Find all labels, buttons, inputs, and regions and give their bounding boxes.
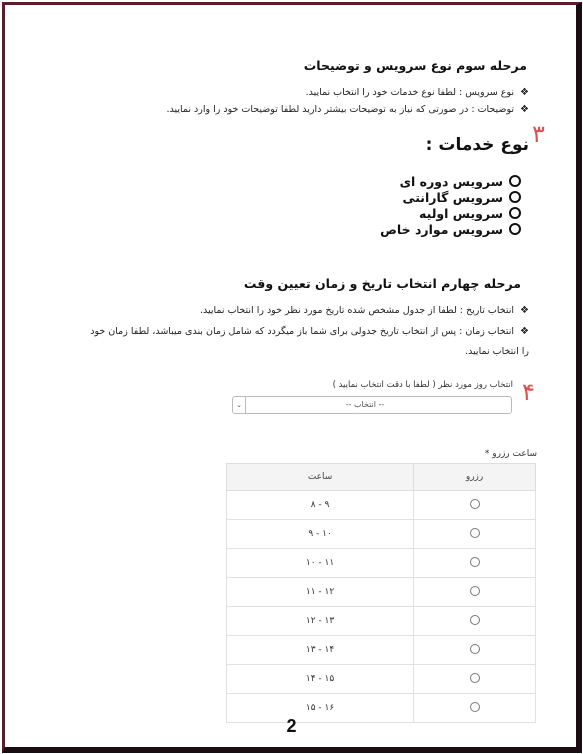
reserve-cell (414, 578, 536, 607)
time-cell: ۱۴ - ۱۵ (227, 665, 414, 694)
option-warranty[interactable]: سرویس گارانتی (321, 189, 521, 205)
day-select[interactable]: ⌄ -- انتخاب -- (232, 396, 512, 414)
chevron-down-icon: ⌄ (233, 397, 246, 413)
step4-bullet-2: ❖انتخاب زمان : پس از انتخاب تاریخ جدولی برای شما باز میگردد که شامل زمان بندی میباشد، لطفا زمان خود را انتخاب نمایید. (90, 326, 529, 357)
reserve-cell (414, 665, 536, 694)
reserve-cell (414, 607, 536, 636)
diamond-bullet-icon: ❖ (520, 87, 529, 98)
diamond-bullet-icon: ❖ (520, 305, 529, 316)
table-row (227, 578, 536, 607)
page-number: 2 (286, 716, 297, 736)
step3-bullet-1: ❖نوع سرویس : لطفا نوع خدمات خود را انتخاب نمایید. (305, 87, 529, 98)
option-initial[interactable]: سرویس اولیه (321, 205, 521, 221)
table-row (227, 520, 536, 549)
radio-icon (509, 223, 521, 235)
table-label: ساعت رزرو * (484, 449, 537, 459)
time-cell: ۱۱ - ۱۲ (227, 578, 414, 607)
radio-icon (509, 207, 521, 219)
step3-marker: ٣ (532, 120, 545, 148)
table-header-row (227, 464, 536, 491)
reserve-radio[interactable] (470, 499, 480, 509)
time-cell: ۱۳ - ۱۴ (227, 636, 414, 665)
reserve-radio[interactable] (470, 528, 480, 538)
reserve-radio[interactable] (470, 615, 480, 625)
step4-heading: مرحله چهارم انتخاب تاریخ و زمان تعیین وقت (243, 276, 521, 291)
step3-bullet-2: ❖توضیحات : در صورتی که نیاز به توضیحات بیشتر دارید لطفا توضیحات خود را وارد نمایید. (166, 104, 529, 115)
reserve-cell (414, 520, 536, 549)
table-row (227, 549, 536, 578)
select-label: انتخاب روز مورد نظر ( لطفا با دقت انتخاب نمایید ) (332, 380, 513, 390)
time-cell: ۱۵ - ۱۶ (227, 694, 414, 723)
reserve-cell (414, 549, 536, 578)
option-periodic[interactable]: سرویس دوره ای (321, 173, 521, 189)
reserve-cell (414, 636, 536, 665)
table-row (227, 665, 536, 694)
step4-marker: ۴ (522, 378, 535, 406)
time-cell: ۹ - ۱۰ (227, 520, 414, 549)
table-row (227, 491, 536, 520)
reserve-radio[interactable] (470, 557, 480, 567)
step4-bullet-1: ❖انتخاب تاریخ : لطفا از جدول مشخص شده تاریخ مورد نظر خود را انتخاب نمایید. (200, 305, 529, 316)
diamond-bullet-icon: ❖ (520, 104, 529, 115)
reserve-radio[interactable] (470, 644, 480, 654)
time-cell: ۸ - ۹ (227, 491, 414, 520)
reserve-radio[interactable] (470, 586, 480, 596)
radio-icon (509, 191, 521, 203)
header-reserve: رزرو (414, 464, 536, 491)
reserve-radio[interactable] (470, 673, 480, 683)
radio-icon (509, 175, 521, 187)
header-time: ساعت (227, 464, 414, 491)
reserve-radio[interactable] (470, 702, 480, 712)
reservation-table (226, 463, 536, 723)
diamond-bullet-icon: ❖ (520, 326, 529, 337)
table-row (227, 636, 536, 665)
table-row (227, 607, 536, 636)
step3-heading: مرحله سوم نوع سرویس و توضیحات (303, 58, 527, 73)
time-cell: ۱۲ - ۱۳ (227, 607, 414, 636)
service-options (321, 173, 521, 237)
service-type-title: نوع خدمات : (425, 135, 529, 155)
option-special[interactable]: سرویس موارد خاص (321, 221, 521, 237)
reserve-cell (414, 491, 536, 520)
time-cell: ۱۰ - ۱۱ (227, 549, 414, 578)
